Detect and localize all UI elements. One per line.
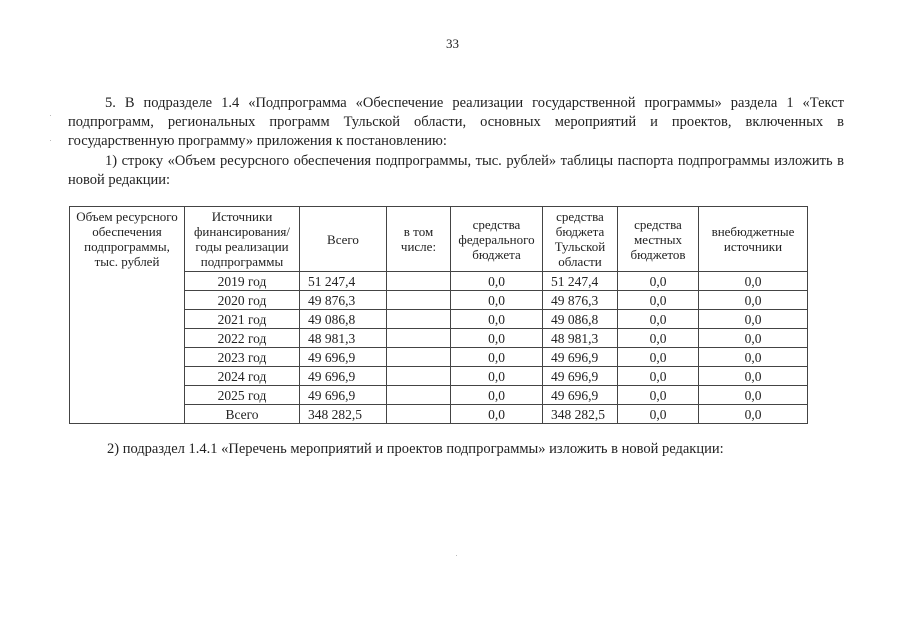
extra-cell: 0,0 <box>699 348 808 367</box>
federal-cell: 0,0 <box>451 272 543 291</box>
row-label-cell: 2025 год <box>185 386 300 405</box>
paragraph-2 <box>68 152 844 190</box>
regional-cell: 51 247,4 <box>543 272 618 291</box>
local-cell: 0,0 <box>618 386 699 405</box>
extra-cell: 0,0 <box>699 405 808 424</box>
federal-cell: 0,0 <box>451 329 543 348</box>
header-federal: средства федерального бюджета <box>451 207 543 272</box>
table-header-row <box>70 207 808 272</box>
local-cell: 0,0 <box>618 310 699 329</box>
scan-speck <box>50 140 51 141</box>
federal-cell: 0,0 <box>451 386 543 405</box>
federal-cell: 0,0 <box>451 405 543 424</box>
local-cell: 0,0 <box>618 405 699 424</box>
including-cell <box>387 329 451 348</box>
local-cell: 0,0 <box>618 367 699 386</box>
total-cell: 51 247,4 <box>300 272 387 291</box>
regional-cell: 49 086,8 <box>543 310 618 329</box>
including-cell <box>387 272 451 291</box>
row-title-cell: Объем ресурсного обеспечения подпрограммы, тыс. рублей <box>70 207 185 424</box>
total-cell: 49 086,8 <box>300 310 387 329</box>
total-cell: 49 696,9 <box>300 348 387 367</box>
federal-cell: 0,0 <box>451 310 543 329</box>
row-label-cell: 2021 год <box>185 310 300 329</box>
extra-cell: 0,0 <box>699 329 808 348</box>
local-cell: 0,0 <box>618 348 699 367</box>
including-cell <box>387 405 451 424</box>
paragraph-3 <box>70 440 846 459</box>
regional-cell: 49 696,9 <box>543 386 618 405</box>
paragraph-2-text: 1) строку «Объем ресурсного обеспечения подпрограммы, тыс. рублей» таблицы паспорта подпрограммы изложить в новой редакции: <box>68 153 844 188</box>
federal-cell: 0,0 <box>451 348 543 367</box>
federal-cell: 0,0 <box>451 367 543 386</box>
extra-cell: 0,0 <box>699 367 808 386</box>
local-cell: 0,0 <box>618 329 699 348</box>
extra-cell: 0,0 <box>699 291 808 310</box>
including-cell <box>387 310 451 329</box>
extra-cell: 0,0 <box>699 310 808 329</box>
row-label-cell: 2019 год <box>185 272 300 291</box>
regional-cell: 49 696,9 <box>543 348 618 367</box>
row-label-cell: 2022 год <box>185 329 300 348</box>
including-cell <box>387 386 451 405</box>
header-including: в том числе: <box>387 207 451 272</box>
paragraph-1 <box>68 94 844 151</box>
total-cell: 348 282,5 <box>300 405 387 424</box>
funding-table <box>69 206 808 424</box>
paragraph-3-text: 2) подраздел 1.4.1 «Перечень мероприятий и проектов подпрограммы» изложить в новой редакции: <box>107 441 724 457</box>
total-cell: 49 696,9 <box>300 367 387 386</box>
header-regional: средства бюджета Тульской области <box>543 207 618 272</box>
extra-cell: 0,0 <box>699 386 808 405</box>
header-sources: Источники финансирования/ годы реализации подпрограммы <box>185 207 300 272</box>
page-number: 33 <box>446 36 459 51</box>
header-total: Всего <box>300 207 387 272</box>
header-extra: внебюджетные источники <box>699 207 808 272</box>
header-local: средства местных бюджетов <box>618 207 699 272</box>
regional-cell: 48 981,3 <box>543 329 618 348</box>
extra-cell: 0,0 <box>699 272 808 291</box>
scan-speck <box>50 115 51 116</box>
including-cell <box>387 348 451 367</box>
regional-cell: 49 876,3 <box>543 291 618 310</box>
local-cell: 0,0 <box>618 291 699 310</box>
scan-speck <box>456 555 457 556</box>
federal-cell: 0,0 <box>451 291 543 310</box>
including-cell <box>387 367 451 386</box>
total-cell: 48 981,3 <box>300 329 387 348</box>
regional-cell: 49 696,9 <box>543 367 618 386</box>
row-label-cell: 2024 год <box>185 367 300 386</box>
total-cell: 49 696,9 <box>300 386 387 405</box>
including-cell <box>387 291 451 310</box>
row-label-cell: 2023 год <box>185 348 300 367</box>
row-label-cell: 2020 год <box>185 291 300 310</box>
local-cell: 0,0 <box>618 272 699 291</box>
paragraph-1-text: 5. В подразделе 1.4 «Подпрограмма «Обеспечение реализации государственной программы» раздела 1 «Текст подпрограмм, региональных программ Тульской области, основных мероприятий и проектов, включенных в государственную программу» приложения к постановлению: <box>68 95 844 149</box>
total-cell: 49 876,3 <box>300 291 387 310</box>
row-label-cell: Всего <box>185 405 300 424</box>
regional-cell: 348 282,5 <box>543 405 618 424</box>
